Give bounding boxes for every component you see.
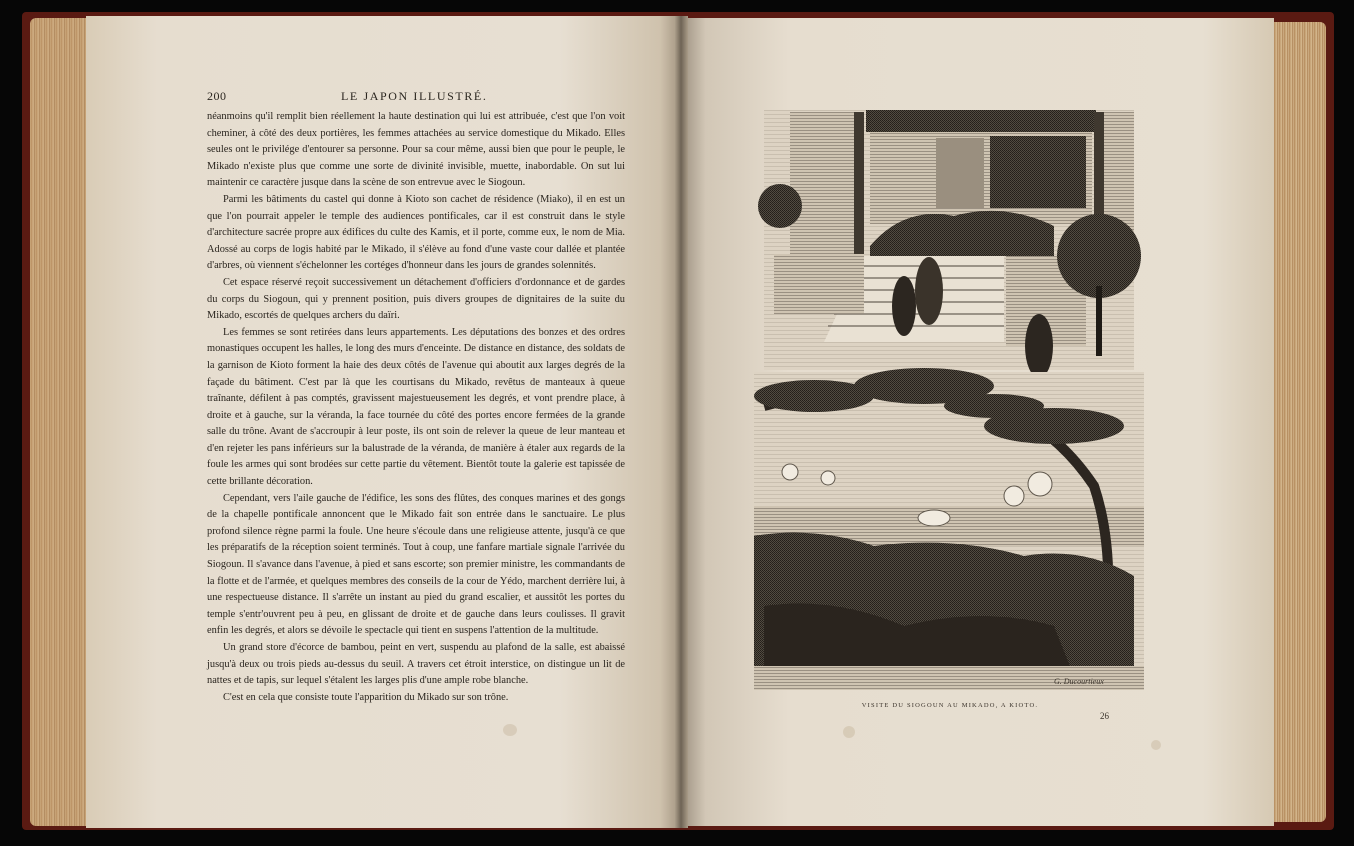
paragraph: néanmoins qu'il remplit bien réellement la haute destination qui lui est attribuée, c'est que l'on voit cheminer, à côté des deux portières, les femmes attachées au service domestique du Mikado. Elles seules ont le privilége d'entourer sa personne. Pour sa cour même, aussi bien que pour le peuple, le Mikado n'existe plus que comme une sorte de divinité invisible, muette, inabordable. On sut lui maintenir ce caractère jusque dans la scène de son entrevue avec le Siogoun. <box>207 111 625 189</box>
paragraph: Les femmes se sont retirées dans leurs appartements. Les députations des bonzes et des ordres monastiques occupent les halles, le long des murs d'enceinte. De distance en distance, des soldats de la garnison de Kioto forment la haie des deux côtés de l'avenue qui aboutit aux larges degrés de la façade du bâtiment. C'est par là que les courtisans du Mikado, revêtus de manteaux à queue traînante, défilent à pas comptés, gravissent majestueusement les degrés, et vont prendre place, à droite et à gauche, sur la véranda, la face tournée du côté des portes encore fermées de la grande salle du trône. Avant de s'accroupir à leur poste, ils ont soin de relever la queue de leur manteau et d'en rejeter les pans inférieurs sur la balustrade de la véranda, de manière à étaler aux regards de la foule les armes qui sont brodées sur cette partie du vêtement. Bientôt toute la galerie est tapissée de cette brillante décoration. <box>207 326 625 488</box>
left-page-edges <box>30 18 92 826</box>
running-title: LE JAPON ILLUSTRÉ. <box>341 89 488 103</box>
foxing-stain <box>503 724 517 736</box>
sheet-number: 26 <box>1100 711 1109 721</box>
paragraph: Parmi les bâtiments du castel qui donne à Kioto son cachet de résidence (Miako), il en est un que l'on pourrait appeler le temple des audiences pontificales, car il est construit dans le style d'architecture sacrée propre aux édifices du culte des Kamis, et il porte, comme eux, le nom de Mia. Adossé au corps de logis habité par le Mikado, il s'élève au fond d'une vaste cour dallée et plantée d'arbres, où viennent s'échelonner les cortéges d'honneur dans les jours de grandes solennités. <box>207 193 625 272</box>
page-number: 200 <box>207 89 227 103</box>
foxing-stain <box>843 726 855 738</box>
paragraph: Un grand store d'écorce de bambou, peint en vert, suspendu au plafond de la salle, est abaissé jusqu'à deux ou trois pieds au-dessus du seuil. A travers cet étroit interstice, on distingue un lit de nattes et de tapis, sur lequel s'étalent les larges plis d'une ample robe blanche. <box>207 642 625 687</box>
foxing-stain <box>1151 740 1161 750</box>
temple-scene <box>758 110 1141 378</box>
procession-scene <box>754 368 1144 690</box>
paragraph: Cependant, vers l'aile gauche de l'édifice, les sons des flûtes, des conques marines et des gongs de la chapelle pontificale annoncent que le Mikado fait son entrée dans le sanctuaire. Le plus profond silence règne parmi la foule. Une heure s'écoule dans une religieuse attente, jusqu'à ce que les préparatifs de la réception soient terminés. Tout à coup, une fanfare martiale signale l'arrivée du Siogoun. Il s'avance dans l'avenue, à pied et sans escorte; son premier ministre, les commandants de la flotte et de l'armée, et quelques membres des conseils de la cour de Yédo, marchent derrière lui, à une respectueuse distance. Il s'arrête un instant au pied du grand escalier, et aussitôt les portes du temple s'entr'ouvrent peu à peu, en glissant de droite et de gauche dans leurs coulisses. Il gravit enfin les degrés, et alors se dévoile le spectacle qui tient en suspens l'attention de la multitude. <box>207 492 625 637</box>
book-gutter <box>674 16 688 828</box>
right-page-edges <box>1268 22 1326 822</box>
engraving-illustration <box>754 106 1144 694</box>
paragraph: C'est en cela que consiste toute l'apparition du Mikado sur son trône. <box>223 691 509 703</box>
paragraph: Cet espace réservé reçoit successivement un détachement d'officiers d'ordonnance et de gardes du corps du Siogoun, qui y prennent position, puis divers groupes de dignitaires de la suite du Mikado, escortés de quelques archers du daïri. <box>207 276 625 322</box>
running-head <box>207 89 627 105</box>
engraver-signature: G. Ducourtieux <box>1054 677 1104 686</box>
illustration-caption: VISITE DU SIOGOUN AU MIKADO, A KIOTO. <box>861 702 1039 709</box>
body-text <box>207 109 625 706</box>
